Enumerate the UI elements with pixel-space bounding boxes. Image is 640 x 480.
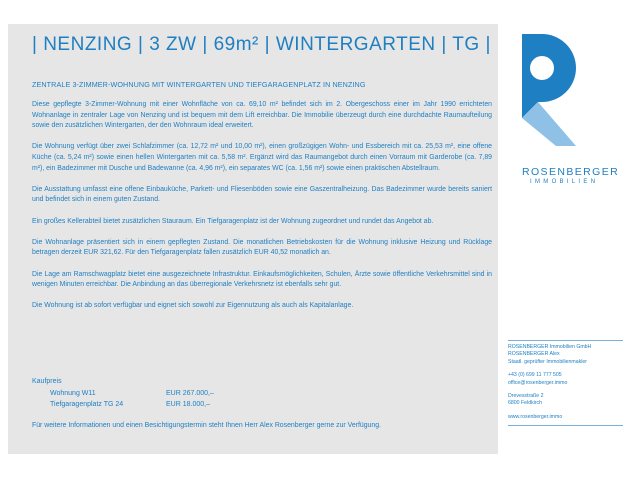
- description-paragraph: Die Wohnung verfügt über zwei Schlafzimmer (ca. 12,72 m² und 10,00 m²), einen großzügigen Wohn- und Essbereich mit ca. 25,53 m², eine offene Küche (ca. 5,24 m²) sowie einen hellen Wintergarten mit ca. 5,58 m². Ergänzt wird das Raumangebot durch einen Vorraum mit Garderobe (ca. 7,89 m²), ein Badezimmer mit Dusche und Badewanne (ca. 4,96 m²), ein separates WC (ca. 1,56 m²) sowie einen praktischen Abstellraum.: [32, 143, 492, 172]
- company-line: Staatl. geprüfter Immobilienmakler: [508, 358, 587, 365]
- contact-info: [508, 372, 623, 387]
- company-line: ROSENBERGER Immobilien GmbH: [508, 344, 592, 350]
- price-row: [32, 399, 492, 410]
- address-line: 6800 Feldkirch: [508, 400, 543, 407]
- contact-block: [508, 340, 623, 426]
- r-logo-icon: [522, 34, 576, 151]
- address-info: [508, 393, 623, 408]
- description-paragraph: Ein großes Kellerabteil bietet zusätzlichen Stauraum. Ein Tiefgaragenplatz ist der Wohnung zugeordnet und rundet das Angebot ab.: [32, 217, 434, 225]
- price-section: [32, 376, 492, 410]
- description-paragraph: Die Ausstattung umfasst eine offene Einbauküche, Parkett- und Fliesenböden sowie eine Gaszentralheizung. Das Badezimmer wurde bereits saniert und befindet sich in einem guten Zustand.: [32, 185, 492, 204]
- brand-name: ROSENBERGER: [522, 166, 620, 178]
- description-paragraph: Die Lage am Ramschwagplatz bietet eine ausgezeichnete Infrastruktur. Einkaufsmöglichkeiten, Schulen, Ärzte sowie öffentliche Verkehrsmittel sind in wenigen Minuten erreichbar. Die Anbindung an das überregionale Verkehrsnetz ist ebenfalls sehr gut.: [32, 270, 492, 289]
- website-link[interactable]: www.rosenberger.immo: [508, 413, 563, 420]
- expose-panel: [8, 24, 498, 454]
- price-heading: Kaufpreis: [32, 378, 62, 385]
- address-line: Drevesstraße 2: [508, 393, 544, 400]
- price-value: EUR 18.000,–: [166, 401, 210, 408]
- divider: [508, 340, 623, 341]
- listing-subtitle: ZENTRALE 3-ZIMMER-WOHNUNG MIT WINTERGARTEN UND TIEFGARAGENPLATZ IN NENZING: [32, 80, 366, 89]
- contact-note: Für weitere Informationen und einen Besichtigungstermin steht Ihnen Herr Alex Rosenberger gerne zur Verfügung.: [32, 422, 381, 429]
- listing-title: | NENZING | 3 ZW | 69m² | WINTERGARTEN | TG |: [32, 34, 491, 55]
- description-paragraph: Diese gepflegte 3-Zimmer-Wohnung mit einer Wohnfläche von ca. 69,10 m² befindet sich im 2. Obergeschoss einer im Jahr 1990 errichteten Wohnanlage in zentraler Lage von Nenzing und ist bequem mit dem Lift erreichbar. Die Immobilie überzeugt durch eine durchdachte Raumaufteilung sowie den zusätzlichen Wintergarten, der den Wohnraum ideal erweitert.: [32, 101, 492, 130]
- description-body: [32, 100, 492, 322]
- company-line: ROSENBERGER Alex: [508, 351, 560, 358]
- price-label: Wohnung W11: [50, 390, 96, 397]
- phone-link[interactable]: +43 (0) 699 11 777 505: [508, 372, 562, 379]
- price-row: [32, 388, 492, 399]
- price-value: EUR 267.000,–: [166, 390, 214, 397]
- divider: [508, 425, 623, 426]
- description-paragraph: Die Wohnanlage präsentiert sich in einem gepflegten Zustand. Die monatlichen Betriebskosten für die Wohnung inklusive Heizung und Rücklage betragen derzeit EUR 321,62. Für den Tiefgaragenplatz fallen zusätzlich EUR 40,52 monatlich an.: [32, 238, 492, 257]
- price-label: Tiefgaragenplatz TG 24: [50, 401, 124, 408]
- brand-sub: IMMOBILIEN: [530, 179, 599, 185]
- email-link[interactable]: office@rosenberger.immo: [508, 379, 568, 386]
- description-paragraph: Die Wohnung ist ab sofort verfügbar und eignet sich sowohl zur Eigennutzung als auch als Kapitalanlage.: [32, 302, 354, 310]
- brand-wordmark: [522, 166, 622, 187]
- company-info: [508, 344, 623, 366]
